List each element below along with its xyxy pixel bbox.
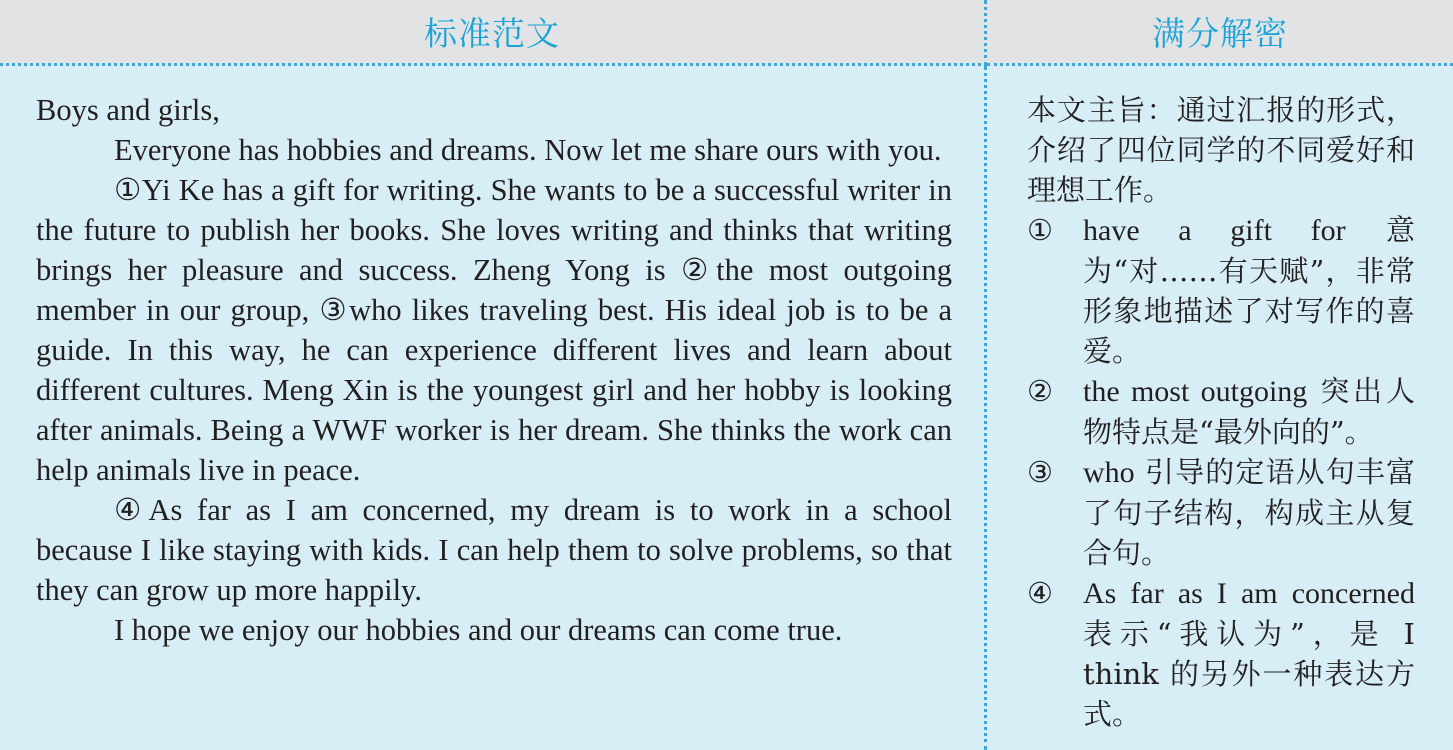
note-phrase: who — [1083, 456, 1135, 489]
note-explanation: 表示“我认为”，是 I think 的另外一种表达方式。 — [1083, 617, 1415, 731]
note-text — [1083, 452, 1415, 573]
essay-paragraph-3: ④As far as I am concerned, my dream is to work in a school because I like staying with kids. I can help them to solve problems, so that they can grow up more happily. — [36, 493, 952, 607]
essay-paragraph-2: ①Yi Ke has a gift for writing. She wants to be a successful writer in the future to publish her books. She loves writing and thinks that writing brings her pleasure and success. Zheng Yong is ②the most outgoing member in our group, ③who likes traveling best. His ideal job is to be a guide. In this way, he can experience different lives and learn about different cultures. Meng Xin is the youngest girl and her hobby is looking after animals. Being a WWF worker is her dream. She thinks the work can help animals live in peace. — [36, 173, 952, 487]
essay-greeting: Boys and girls, — [36, 93, 220, 127]
note-number: ③ — [1027, 455, 1053, 489]
analysis-text — [1027, 90, 1415, 734]
note-text — [1083, 573, 1415, 734]
header-model-essay-title: 标准范文 — [424, 14, 560, 53]
note-number: ① — [1027, 213, 1053, 247]
essay-paragraph-1: Everyone has hobbies and dreams. Now let me share ours with you. — [114, 133, 942, 167]
analysis-note-2 — [1027, 371, 1415, 452]
note-explanation: 突出人物特点是“最外向的”。 — [1083, 374, 1415, 449]
note-phrase: As far as I am concerned — [1083, 577, 1415, 610]
header-analysis — [987, 0, 1453, 66]
note-number: ② — [1027, 374, 1053, 408]
header-analysis-title: 满分解密 — [1152, 14, 1288, 53]
analysis-note-3 — [1027, 452, 1415, 573]
note-number: ④ — [1027, 576, 1053, 610]
note-explanation: 意为“对……有天赋”，非常形象地描述了对写作的喜爱。 — [1083, 213, 1415, 368]
analysis-intro: 本文主旨：通过汇报的形式，介绍了四位同学的不同爱好和理想工作。 — [1027, 93, 1415, 207]
note-text — [1083, 371, 1415, 452]
model-essay-text — [36, 90, 952, 650]
note-explanation: 引导的定语从句丰富了句子结构，构成主从复合句。 — [1083, 455, 1415, 570]
header-model-essay — [0, 0, 987, 66]
note-phrase: the most outgoing — [1083, 375, 1308, 408]
note-phrase: have a gift for — [1083, 214, 1346, 247]
model-essay-panel — [0, 66, 987, 750]
essay-paragraph-4: I hope we enjoy our hobbies and our dreams can come true. — [114, 613, 843, 647]
analysis-note-1 — [1027, 210, 1415, 371]
note-text — [1083, 210, 1415, 371]
analysis-panel — [987, 66, 1453, 750]
analysis-note-4 — [1027, 573, 1415, 734]
